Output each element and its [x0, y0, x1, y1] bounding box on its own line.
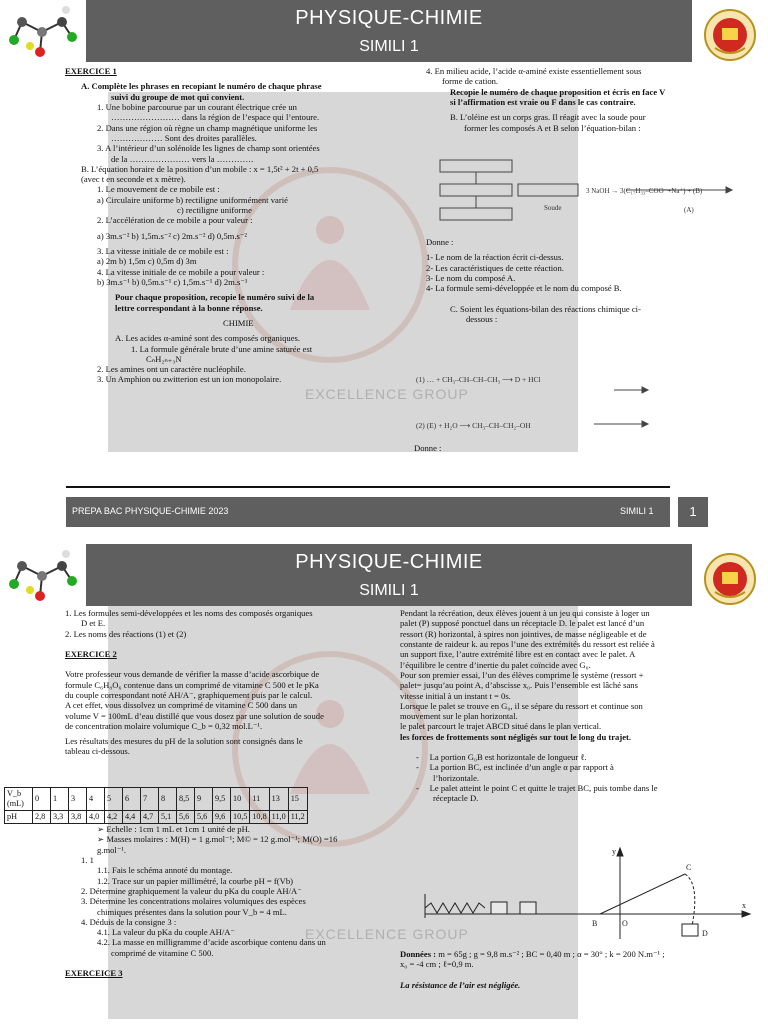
page2-right-column	[400, 608, 762, 804]
table-cell-vb: 4	[87, 788, 105, 811]
exercise-3-title: EXERCEICE 3	[65, 968, 123, 979]
question-a1: 1. Une bobine parcourue par un courant électrique crée un	[97, 101, 297, 112]
ex3-paragraph-8: palet= jusqu’au point A, d’abscisse x₀. Puis l’ensemble est lâché sans	[400, 680, 638, 691]
scale-line: ➢ Echelle : 1cm 1 mL et 1cm 1 unité de pH.	[97, 824, 250, 834]
ex3-paragraph-9: vitesse initial à un instant t = 0s.	[400, 690, 511, 701]
ph-measurement-table	[4, 787, 308, 824]
table-cell-vb: 5	[105, 788, 123, 811]
table-cell-vb: 0	[33, 788, 51, 811]
chem-question-b-cont: former les composés A et B selon l’équation-bilan :	[464, 122, 641, 133]
ex2-paragraph-2: formule C₆H₈O₆ contenue dans un comprimé de vitamine C 500 et le pKa	[65, 679, 319, 690]
ex2-paragraph-4: A cet effet, vous dissolvez un comprimé de vitamine C 500 dans un	[65, 700, 298, 711]
question-4-2: 4.2. La masse en milligramme d’acide ascorbique contenu dans un	[97, 937, 326, 948]
footer-simili-label: SIMILI 1	[620, 506, 654, 516]
ex3-paragraph-12: le palet parcourt le trajet ABCD situé dans le plan vertical.	[400, 721, 602, 732]
watermark-text: EXCELLENCE GROUP	[305, 386, 469, 402]
list-item: - Le palet atteint le point C et quitte le trajet BC, puis tombe dans le	[416, 783, 658, 793]
air-resistance-note: La résistance de l’air est négligée.	[400, 979, 521, 990]
chem-question-2: 2. Les amines ont un caractère nucléophile.	[97, 364, 246, 375]
donnees-line	[400, 949, 762, 959]
question-a1-cont: …………………… dans la région de l’espace qui l’entoure.	[111, 112, 320, 123]
question-b-cont: (avec t en seconde et x mètre).	[81, 174, 186, 185]
table-cell-vb: 7	[141, 788, 159, 811]
table-row-header: V_b (mL)	[5, 788, 33, 811]
page-separator	[0, 532, 768, 544]
chem-question-3: 3. Un Amphion ou zwitterion est un ion monopolaire.	[97, 374, 282, 385]
figure-label-b: B	[592, 919, 598, 928]
ex3-paragraph-11: mouvement sur le plan horizontal.	[400, 711, 518, 722]
question-b1-options: a) Circulaire uniforme b) rectiligne uniformément varié	[97, 194, 288, 205]
chem-question-b: B. L’oléine est un corps gras. Il réagit avec la soude pour	[450, 112, 646, 123]
ex3-paragraph-2: palet (P) supposé ponctuel dans un réceptacle D. le palet est lancé d’un	[400, 618, 645, 629]
question-a-intro-cont: suivi du groupe de mot qui convient.	[111, 91, 245, 102]
equation-3-text: (2) (E) + H₂O ⟶ CH₃–CH–CH₂–OH	[416, 421, 531, 430]
table-cell-ph: 4,4	[123, 810, 141, 823]
chem-question-a: A. Les acides α-aminé sont des composés organiques.	[115, 333, 301, 344]
table-cell-ph: 10,8	[250, 810, 269, 823]
ex2-paragraph-5: volume V = 100mL d’eau distillé que vous dosez par une solution de soude	[65, 710, 324, 721]
instruction-bold-cont: lettre correspondant à la bonne réponse.	[115, 302, 263, 313]
question-4-2-cont: comprimé de vitamine C 500.	[111, 947, 214, 958]
table-cell-ph: 5,6	[177, 810, 195, 823]
molecule-icon	[2, 2, 84, 64]
table-cell-vb: 3	[69, 788, 87, 811]
ex3-paragraph-4: constante de raideur k. au repos l’une des extrémités du ressort est reliée à	[400, 638, 655, 649]
molecule-icon	[2, 546, 84, 608]
list-item: - La portion G₀B est horizontale de longueur ℓ.	[416, 752, 587, 763]
ex2-paragraph-1: Votre professeur vous demande de vérifier la masse d’acide ascorbique de	[65, 669, 320, 680]
question-a3-cont: de la ………………… vers la ………….	[111, 153, 254, 164]
question-4-1: 4.1. La valeur du pKa du couple AH/A⁻	[97, 927, 235, 938]
table-cell-vb: 1	[51, 788, 69, 811]
footer-course-label: PREPA BAC PHYSIQUE-CHIMIE 2023	[72, 506, 229, 516]
table-cell-ph: 4,2	[105, 810, 123, 823]
question-b1: 1. Le mouvement de ce mobile est :	[97, 184, 220, 195]
table-cell-ph: 3,3	[51, 810, 69, 823]
table-cell-ph: 11,2	[288, 810, 307, 823]
page2-right-column-lower	[400, 949, 762, 990]
table-cell-vb: 6	[123, 788, 141, 811]
watermark-text: EXCELLENCE GROUP	[305, 926, 469, 942]
table-cell-vb: 8	[159, 788, 177, 811]
page-number: 1	[678, 497, 708, 527]
page-header	[0, 544, 768, 610]
chimie-heading: CHIMIE	[223, 317, 254, 328]
donne-item-2: 2- Les caractéristiques de cette réaction.	[426, 262, 564, 273]
spring-track-figure	[420, 844, 760, 944]
page-subtitle: SIMILI 1	[359, 38, 419, 55]
table-cell-vb: 15	[288, 788, 307, 811]
question-b1-option-c: c) rectiligne uniforme	[177, 205, 252, 216]
donnees-values: m = 65g ; g = 9,8 m.s⁻² ; BC = 0,40 m ; α = 30° ; k = 200 N.m⁻¹ ;	[436, 949, 665, 959]
molar-mass-line-cont: g.mol⁻¹.	[97, 844, 127, 855]
equation-1-soude: Soude	[544, 204, 562, 212]
school-seal-icon	[703, 8, 757, 62]
table-cell-ph: 2,8	[33, 810, 51, 823]
page-subtitle: SIMILI 1	[359, 582, 419, 599]
question-b4: 4. La vitesse initiale de ce mobile a pour valeur :	[97, 266, 265, 277]
question-4: 4. Déduis de la consigne 3 :	[81, 916, 177, 927]
chem-question-c: C. Soient les équations-bilan des réactions chimique ci-	[450, 303, 641, 314]
chem-question-a1: 1. La formule générale brute d’une amine saturée est	[131, 343, 313, 354]
table-cell-ph: 3,8	[69, 810, 87, 823]
page2-left-column-lower	[65, 824, 395, 978]
table-cell-ph: 10,5	[231, 810, 250, 823]
ex2-paragraph-6: de concentration molaire volumique C_b = 0,32 mol.L⁻¹.	[65, 720, 263, 731]
page1-right-column-lower	[426, 237, 756, 324]
question-3-cont: chimiques présentes dans la solution pour V_b = 4 mL.	[97, 906, 287, 917]
question-1-2: 1.2. Trace sur un papier millimétré, la courbe pH = f(Vb)	[97, 875, 294, 886]
question-3: 3. Détermine les concentrations molaires volumiques des espèces	[81, 896, 306, 907]
page-header	[0, 0, 768, 66]
chem-question-c-cont: dessous :	[466, 313, 498, 324]
ex2-paragraph-7: Les résultats des mesures du pH de la solution sont consignés dans le	[65, 736, 303, 747]
question-l2: 2. Les noms des réactions (1) et (2)	[65, 628, 187, 639]
table-cell-ph: 4,0	[87, 810, 105, 823]
table-cell-ph: 5,1	[159, 810, 177, 823]
exercise-2-title: EXERCICE 2	[65, 648, 117, 659]
footer-rule	[66, 486, 670, 488]
figure-label-o: O	[622, 919, 628, 928]
table-cell-ph: 11,0	[269, 810, 288, 823]
table-cell-vb: 8,5	[177, 788, 195, 811]
table-cell-vb: 9,5	[213, 788, 231, 811]
equation-1-text: 3 NaOH → 3(C₁₇H₃₃–COO⁻+Na⁺) + (B)	[586, 187, 703, 195]
ex3-paragraph-3: ressort (R) horizontal, à spires non jointives, de masse négligeable et de	[400, 628, 647, 639]
list-item: - La portion BC, est inclinée d’un angle α par rapport à	[416, 762, 614, 773]
table-cell-ph: 5,6	[195, 810, 213, 823]
question-a-intro: A. Complète les phrases en recopiant le numéro de chaque phrase	[81, 81, 322, 92]
question-b2: 2. L’accélération de ce mobile a pour valeur :	[97, 215, 253, 226]
list-item-text: La portion G₀B est horizontale de longueur ℓ.	[429, 752, 587, 763]
question-b3: 3. La vitesse initiale de ce mobile est :	[97, 246, 229, 256]
table-row	[5, 788, 308, 811]
question-1-1: 1.1. Fais le schéma annoté du montage.	[97, 865, 233, 876]
figure-label-c: C	[686, 863, 692, 872]
donne-item-3: 3- Le nom du composé A.	[426, 272, 516, 283]
chem-question-4: 4. En milieu acide, l’acide α-aminé existe essentiellement sous	[426, 66, 642, 76]
document-page-2	[0, 544, 768, 1024]
list-item-cont: l’horizontale.	[433, 772, 480, 783]
question-a2-cont: ……………… Sont des droites parallèles.	[111, 132, 257, 143]
list-item-cont: réceptacle D.	[433, 793, 479, 804]
question-b: B. L’équation horaire de la position d’un mobile : x = 1,5t² + 2t + 0,5	[81, 163, 319, 174]
exercise-1-title: EXERCICE 1	[65, 66, 117, 76]
question-b4-options: b) 3m.s⁻¹ b) 0,5m.s⁻¹ c) 1,5m.s⁻¹ d) 2m.s⁻¹	[97, 276, 248, 287]
table-cell-vb: 13	[269, 788, 288, 811]
ex3-paragraph-5: un support fixe, l’autre extrémité libre est en contact avec le palet. A	[400, 649, 636, 660]
donne-item-1: 1- Le nom de la réaction écrit ci-dessus.	[426, 252, 564, 263]
donnees-values-cont: x₀ = -4 cm ; ℓ=0,9 m.	[400, 959, 474, 970]
table-row-header: pH	[5, 810, 33, 823]
page-title: PHYSIQUE-CHIMIE	[295, 7, 483, 29]
table-cell-vb: 11	[250, 788, 269, 811]
table-row	[5, 810, 308, 823]
donne-label-2: Donne :	[414, 443, 442, 453]
question-2: 2. Détermine graphiquement la valeur du pKa du couple AH/A⁻	[81, 885, 302, 896]
question-l1-cont: D et E.	[81, 618, 106, 629]
table-cell-vb: 10	[231, 788, 250, 811]
school-seal-icon	[703, 552, 757, 606]
molar-mass-line: ➢ Masses molaires : M(H) = 1 g.mol⁻¹; M© = 12 g.mol⁻¹; M(O) =16	[97, 834, 338, 845]
figure-label-x: x	[742, 901, 746, 910]
ex3-paragraph-1: Pendant la récréation, deux élèves jouent à un jeu qui consiste à loger un	[400, 608, 650, 618]
ex3-paragraph-7: Pour son premier essai, l’un des élèves comprime le système (ressort +	[400, 669, 644, 680]
question-a3: 3. A l’intérieur d’un solénoïde les lignes de champ sont orientées	[97, 143, 320, 154]
reaction-equations-figure	[414, 362, 764, 442]
table-cell-ph: 4,7	[141, 810, 159, 823]
question-a2: 2. Dans une région où règne un champ magnétique uniforme les	[97, 122, 318, 133]
saponification-equation-figure	[436, 150, 756, 240]
figure-label-d: D	[702, 929, 708, 938]
ex3-paragraph-10: Lorsque le palet se trouve en G₀, il se sépare du ressort et continue son	[400, 700, 643, 711]
ex2-paragraph-3: du couple correspondant noté AH/A⁻, graphiquement puis par le calcul.	[65, 689, 313, 700]
donne-label-1: Donne :	[426, 237, 454, 247]
table-cell-vb: 9	[195, 788, 213, 811]
table-cell-ph: 9,6	[213, 810, 231, 823]
figure-label-y: y	[612, 847, 616, 856]
question-b3-options: a) 2m b) 1,5m c) 0,5m d) 3m	[97, 256, 197, 267]
instruction-bold: Pour chaque proposition, recopie le numéro suivi de la	[115, 292, 315, 303]
instruction-vf: Recopie le numéro de chaque proposition et écris en face V	[450, 86, 666, 97]
page1-right-column	[422, 66, 762, 133]
page-title: PHYSIQUE-CHIMIE	[295, 551, 483, 573]
chem-question-4-cont: forme de cation.	[442, 76, 499, 87]
chem-question-a1-formula: CₙH₂ₙ₊₃N	[146, 353, 182, 364]
page1-left-column	[65, 66, 395, 385]
ex3-paragraph-6: l’équilibre le centre d’inertie du palet coïncide avec G₀.	[400, 659, 591, 670]
ex3-paragraph-13: les forces de frottements sont négligés sur tout le long du trajet.	[400, 731, 632, 742]
question-1: 1. 1	[81, 854, 94, 865]
page2-left-column	[65, 608, 395, 757]
question-b2-options: a) 3m.s⁻² b) 1,5m.s⁻² c) 2m.s⁻² d) 0,5m.s⁻²	[97, 230, 247, 241]
question-l1: 1. Les formules semi-développées et les noms des composés organiques	[65, 608, 313, 618]
ex2-paragraph-8: tableau ci-dessous.	[65, 746, 130, 757]
donnees-label: Données :	[400, 949, 437, 959]
donne-item-4: 4- La formule semi-développée et le nom du composé B.	[426, 283, 622, 294]
list-item-text: Le palet atteint le point C et quitte le trajet BC, puis tombe dans le	[429, 783, 658, 793]
equation-2-text: (1) … + CH₃–CH–CH–CH₃ ⟶ D + HCl	[416, 375, 541, 384]
instruction-vf-cont: si l’affirmation est vraie ou F dans le cas contraire.	[450, 96, 636, 107]
equation-1-compound-a: (A)	[684, 206, 694, 214]
list-item-text: La portion BC, est inclinée d’un angle α par rapport à	[429, 762, 614, 773]
